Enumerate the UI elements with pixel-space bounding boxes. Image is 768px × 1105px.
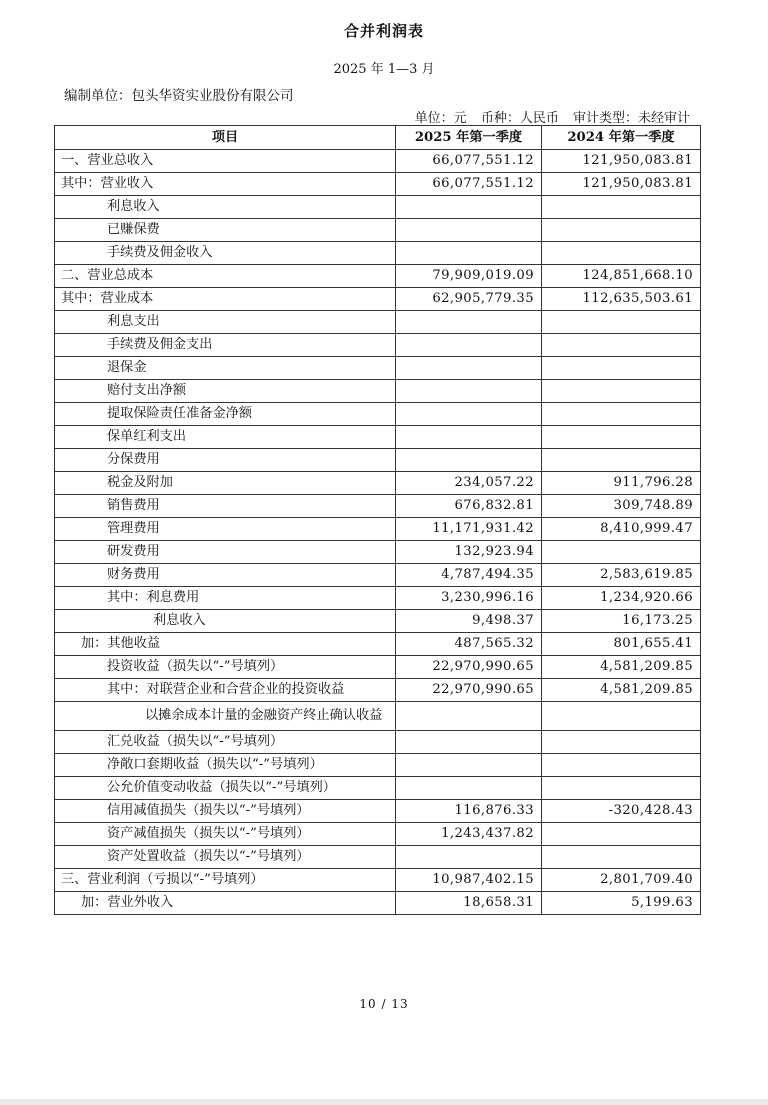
table-row: [55, 656, 701, 679]
row-value-2024: 121,950,083.81: [542, 173, 701, 196]
table-row: [55, 777, 701, 800]
table-row: [55, 426, 701, 449]
row-label: 加：营业外收入: [55, 892, 396, 915]
row-value-2024: [542, 196, 701, 219]
table-row: [55, 823, 701, 846]
table-row: [55, 311, 701, 334]
row-value-2024: 112,635,503.61: [542, 288, 701, 311]
row-value-2025: 66,077,551.12: [396, 150, 542, 173]
row-label: 三、营业利润（亏损以“-”号填列）: [55, 869, 396, 892]
row-value-2024: 4,581,209.85: [542, 679, 701, 702]
row-value-2025: 1,243,437.82: [396, 823, 542, 846]
row-label: 以摊余成本计量的金融资产终止确认收益: [55, 702, 396, 731]
row-value-2024: [542, 754, 701, 777]
table-header-row: [55, 126, 701, 150]
row-label: 提取保险责任准备金净额: [55, 403, 396, 426]
row-value-2024: [542, 380, 701, 403]
row-value-2025: [396, 426, 542, 449]
row-value-2024: 121,950,083.81: [542, 150, 701, 173]
row-value-2024: 801,655.41: [542, 633, 701, 656]
row-value-2025: [396, 219, 542, 242]
row-value-2024: 8,410,999.47: [542, 518, 701, 541]
table-row: [55, 800, 701, 823]
row-label: 利息支出: [55, 311, 396, 334]
table-row: [55, 541, 701, 564]
table-row: [55, 242, 701, 265]
table-row: [55, 150, 701, 173]
row-label: 分保费用: [55, 449, 396, 472]
audit-type-label: 审计类型：未经审计: [572, 111, 690, 126]
table-row: [55, 265, 701, 288]
row-value-2024: 124,851,668.10: [542, 265, 701, 288]
row-label: 净敞口套期收益（损失以“-”号填列）: [55, 754, 396, 777]
row-label: 信用减值损失（损失以“-”号填列）: [55, 800, 396, 823]
row-label: 退保金: [55, 357, 396, 380]
row-value-2025: 62,905,779.35: [396, 288, 542, 311]
table-row: [55, 403, 701, 426]
row-value-2024: [542, 334, 701, 357]
table-row: [55, 892, 701, 915]
table-row: [55, 495, 701, 518]
row-value-2025: [396, 357, 542, 380]
row-label: 利息收入: [55, 610, 396, 633]
row-label: 手续费及佣金支出: [55, 334, 396, 357]
row-value-2025: 66,077,551.12: [396, 173, 542, 196]
row-label: 一、营业总收入: [55, 150, 396, 173]
unit-label: 单位：元: [414, 111, 467, 126]
row-value-2024: 16,173.25: [542, 610, 701, 633]
row-value-2025: [396, 754, 542, 777]
table-row: [55, 754, 701, 777]
row-value-2024: [542, 777, 701, 800]
row-value-2025: 22,970,990.65: [396, 656, 542, 679]
row-label: 二、营业总成本: [55, 265, 396, 288]
row-label: 赔付支出净额: [55, 380, 396, 403]
row-value-2024: [542, 219, 701, 242]
row-label: 销售费用: [55, 495, 396, 518]
row-value-2024: 2,583,619.85: [542, 564, 701, 587]
table-row: [55, 380, 701, 403]
table-row: [55, 472, 701, 495]
table-row: [55, 449, 701, 472]
row-label: 其中：营业成本: [55, 288, 396, 311]
statement-meta: [405, 107, 690, 126]
row-label: 手续费及佣金收入: [55, 242, 396, 265]
row-value-2024: [542, 242, 701, 265]
row-label: 管理费用: [55, 518, 396, 541]
page-number: 10 / 13: [359, 997, 409, 1011]
table-row: [55, 633, 701, 656]
row-label: 财务费用: [55, 564, 396, 587]
currency-label: 币种：人民币: [480, 111, 559, 126]
table-row: [55, 173, 701, 196]
statement-period: 2025 年 1—3 月: [333, 62, 435, 77]
row-value-2024: 309,748.89: [542, 495, 701, 518]
row-value-2024: 1,234,920.66: [542, 587, 701, 610]
table-row: [55, 196, 701, 219]
viewer-bottom-bar: [0, 1099, 768, 1105]
table-row: [55, 731, 701, 754]
row-label: 投资收益（损失以“-”号填列）: [55, 656, 396, 679]
row-value-2025: [396, 403, 542, 426]
row-value-2025: 18,658.31: [396, 892, 542, 915]
row-value-2024: -320,428.43: [542, 800, 701, 823]
row-label: 其中：利息费用: [55, 587, 396, 610]
row-value-2025: 79,909,019.09: [396, 265, 542, 288]
row-value-2025: [396, 702, 542, 731]
row-value-2025: 9,498.37: [396, 610, 542, 633]
row-label: 其中：营业收入: [55, 173, 396, 196]
row-value-2025: 132,923.94: [396, 541, 542, 564]
row-value-2024: [542, 702, 701, 731]
table-row: [55, 679, 701, 702]
row-label: 资产处置收益（损失以“-”号填列）: [55, 846, 396, 869]
row-value-2024: [542, 449, 701, 472]
row-value-2025: 4,787,494.35: [396, 564, 542, 587]
table-row: [55, 564, 701, 587]
row-value-2025: [396, 777, 542, 800]
row-label: 其中：对联营企业和合营企业的投资收益: [55, 679, 396, 702]
statement-title: 合并利润表: [343, 22, 424, 40]
row-value-2024: [542, 403, 701, 426]
column-header-item: 项目: [55, 126, 396, 150]
row-value-2024: 2,801,709.40: [542, 869, 701, 892]
row-value-2025: 11,171,931.42: [396, 518, 542, 541]
row-value-2024: [542, 846, 701, 869]
company-name: 编制单位：包头华资实业股份有限公司: [64, 88, 294, 104]
row-value-2024: [542, 357, 701, 380]
row-label: 公允价值变动收益（损失以“-”号填列）: [55, 777, 396, 800]
row-label: 汇兑收益（损失以“-”号填列）: [55, 731, 396, 754]
column-header-2024-q1: 2024 年第一季度: [542, 126, 701, 150]
table-row: [55, 846, 701, 869]
row-value-2024: 911,796.28: [542, 472, 701, 495]
row-value-2024: [542, 731, 701, 754]
row-value-2025: 10,987,402.15: [396, 869, 542, 892]
row-value-2024: 5,199.63: [542, 892, 701, 915]
row-value-2024: [542, 311, 701, 334]
row-value-2025: 234,057.22: [396, 472, 542, 495]
row-value-2024: [542, 823, 701, 846]
column-header-2025-q1: 2025 年第一季度: [396, 126, 542, 150]
row-value-2024: [542, 541, 701, 564]
table-row: [55, 334, 701, 357]
row-value-2025: 116,876.33: [396, 800, 542, 823]
table-row: [55, 288, 701, 311]
row-label: 保单红利支出: [55, 426, 396, 449]
row-value-2025: 3,230,996.16: [396, 587, 542, 610]
row-value-2025: [396, 196, 542, 219]
row-value-2024: 4,581,209.85: [542, 656, 701, 679]
row-value-2025: [396, 449, 542, 472]
row-label: 资产减值损失（损失以“-”号填列）: [55, 823, 396, 846]
row-label: 税金及附加: [55, 472, 396, 495]
table-row: [55, 702, 701, 731]
row-value-2025: [396, 334, 542, 357]
table-row: [55, 610, 701, 633]
table-row: [55, 219, 701, 242]
table-row: [55, 357, 701, 380]
row-value-2025: [396, 242, 542, 265]
table-row: [55, 518, 701, 541]
table-row: [55, 869, 701, 892]
row-value-2025: [396, 731, 542, 754]
row-value-2025: [396, 380, 542, 403]
row-label: 加：其他收益: [55, 633, 396, 656]
row-value-2025: [396, 846, 542, 869]
row-value-2025: 676,832.81: [396, 495, 542, 518]
row-value-2024: [542, 426, 701, 449]
income-statement-table: [54, 125, 701, 915]
row-label: 研发费用: [55, 541, 396, 564]
row-label: 利息收入: [55, 196, 396, 219]
row-label: 已赚保费: [55, 219, 396, 242]
row-value-2025: 22,970,990.65: [396, 679, 542, 702]
row-value-2025: [396, 311, 542, 334]
row-value-2025: 487,565.32: [396, 633, 542, 656]
table-row: [55, 587, 701, 610]
